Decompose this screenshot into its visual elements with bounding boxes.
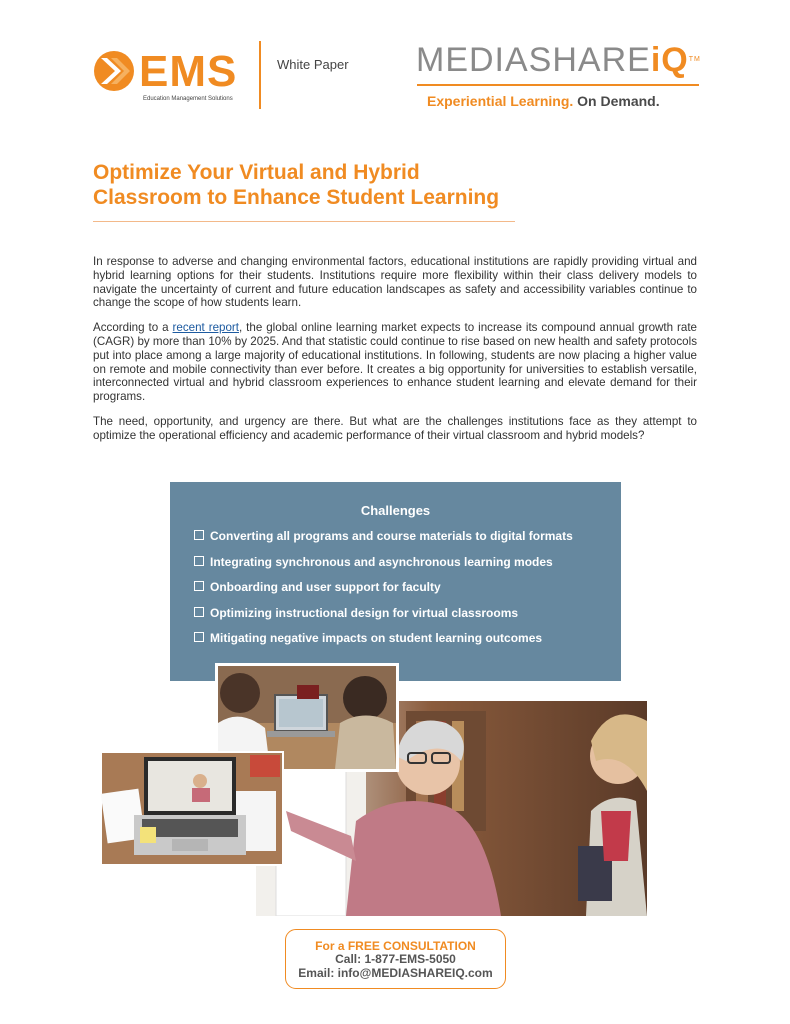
body-text bbox=[93, 255, 697, 454]
mediashare-logo-text: MEDIASHARE bbox=[416, 41, 651, 79]
challenge-text: Optimizing instructional design for virtual classrooms bbox=[210, 605, 519, 620]
paragraph-3: The need, opportunity, and urgency are there. But what are the challenges institutions face as they attempt to optimize the operational efficiency and academic performance of their virtual classroom and hybrid models? bbox=[93, 414, 697, 442]
challenge-text: Mitigating negative impacts on student learning outcomes bbox=[210, 631, 543, 646]
challenges-title: Challenges bbox=[360, 503, 431, 518]
recent-report-link[interactable]: recent report bbox=[172, 321, 239, 335]
document-type-label: White Paper bbox=[277, 57, 349, 72]
challenge-item bbox=[194, 580, 573, 606]
logo-underline bbox=[417, 84, 699, 86]
ems-chevron-icon bbox=[93, 50, 135, 92]
free-consultation-heading: For a FREE CONSULTATION bbox=[315, 939, 476, 953]
contact-phone[interactable]: Call: 1-877-EMS-5050 bbox=[335, 952, 456, 966]
checkbox-icon bbox=[194, 556, 204, 566]
challenge-text: Integrating synchronous and asynchronous learning modes bbox=[210, 554, 553, 569]
paragraph-2-lead: According to a bbox=[93, 321, 173, 335]
challenges-list bbox=[194, 529, 573, 657]
page-title-line-2: Classroom to Enhance Student Learning bbox=[93, 186, 500, 209]
paragraph-2 bbox=[93, 321, 697, 404]
ems-logo-text: EMS bbox=[139, 47, 238, 96]
page-title bbox=[93, 160, 553, 210]
checkbox-icon bbox=[194, 581, 204, 591]
challenge-text: Converting all programs and course materials to digital formats bbox=[210, 529, 573, 543]
contact-box bbox=[285, 929, 506, 989]
laptop-photo-illustration bbox=[100, 751, 284, 866]
page-title-line-1: Optimize Your Virtual and Hybrid bbox=[93, 161, 420, 184]
header-divider bbox=[259, 41, 261, 109]
checkbox-icon bbox=[194, 632, 204, 642]
iq-logo-text: iQ bbox=[650, 41, 689, 79]
paragraph-2-rest: , the global online learning market expects to increase its compound annual growth rate (CAGR) by more than 10% by 2025. And that statistic could continue to rise based on new health and safety protocols put into place among a large majority of educational institutions. In following, students are now placing a higher value on remote and mobile connectivity than ever before. It creates a big opportunity for universities to establish versatile, interconnected virtual and hybrid classroom experiences to enhance student learning and elevate demand for their programs. bbox=[93, 321, 698, 404]
mediashareiq-logo bbox=[416, 40, 701, 80]
challenge-item bbox=[194, 631, 573, 657]
ems-logo bbox=[93, 46, 253, 106]
title-divider bbox=[93, 221, 515, 222]
challenge-item bbox=[194, 555, 573, 581]
mediashareiq-tagline bbox=[427, 93, 660, 109]
contact-email[interactable]: Email: info@MEDIASHAREIQ.com bbox=[298, 965, 493, 980]
checkbox-icon bbox=[194, 607, 204, 617]
challenge-item bbox=[194, 606, 573, 632]
challenge-text: Onboarding and user support for faculty bbox=[210, 580, 441, 595]
tagline-part-1: Experiential Learning. bbox=[427, 93, 574, 109]
tagline-part-2: On Demand. bbox=[573, 93, 660, 109]
paragraph-1: In response to adverse and changing environmental factors, educational institutions are rapidly providing virtual and hybrid learning options for their students. Institutions require more flexibility within their class delivery models to navigate the uncertainty of current and future education landscapes as safety and accessibility variables continue to change the scope of how students learn. bbox=[93, 255, 697, 310]
laptop-photo bbox=[100, 751, 284, 866]
challenges-box bbox=[170, 482, 621, 681]
challenge-item bbox=[194, 529, 573, 555]
checkbox-icon bbox=[194, 530, 204, 540]
trademark-mark: TM bbox=[688, 56, 701, 63]
ems-tagline: Education Management Solutions bbox=[143, 96, 233, 102]
